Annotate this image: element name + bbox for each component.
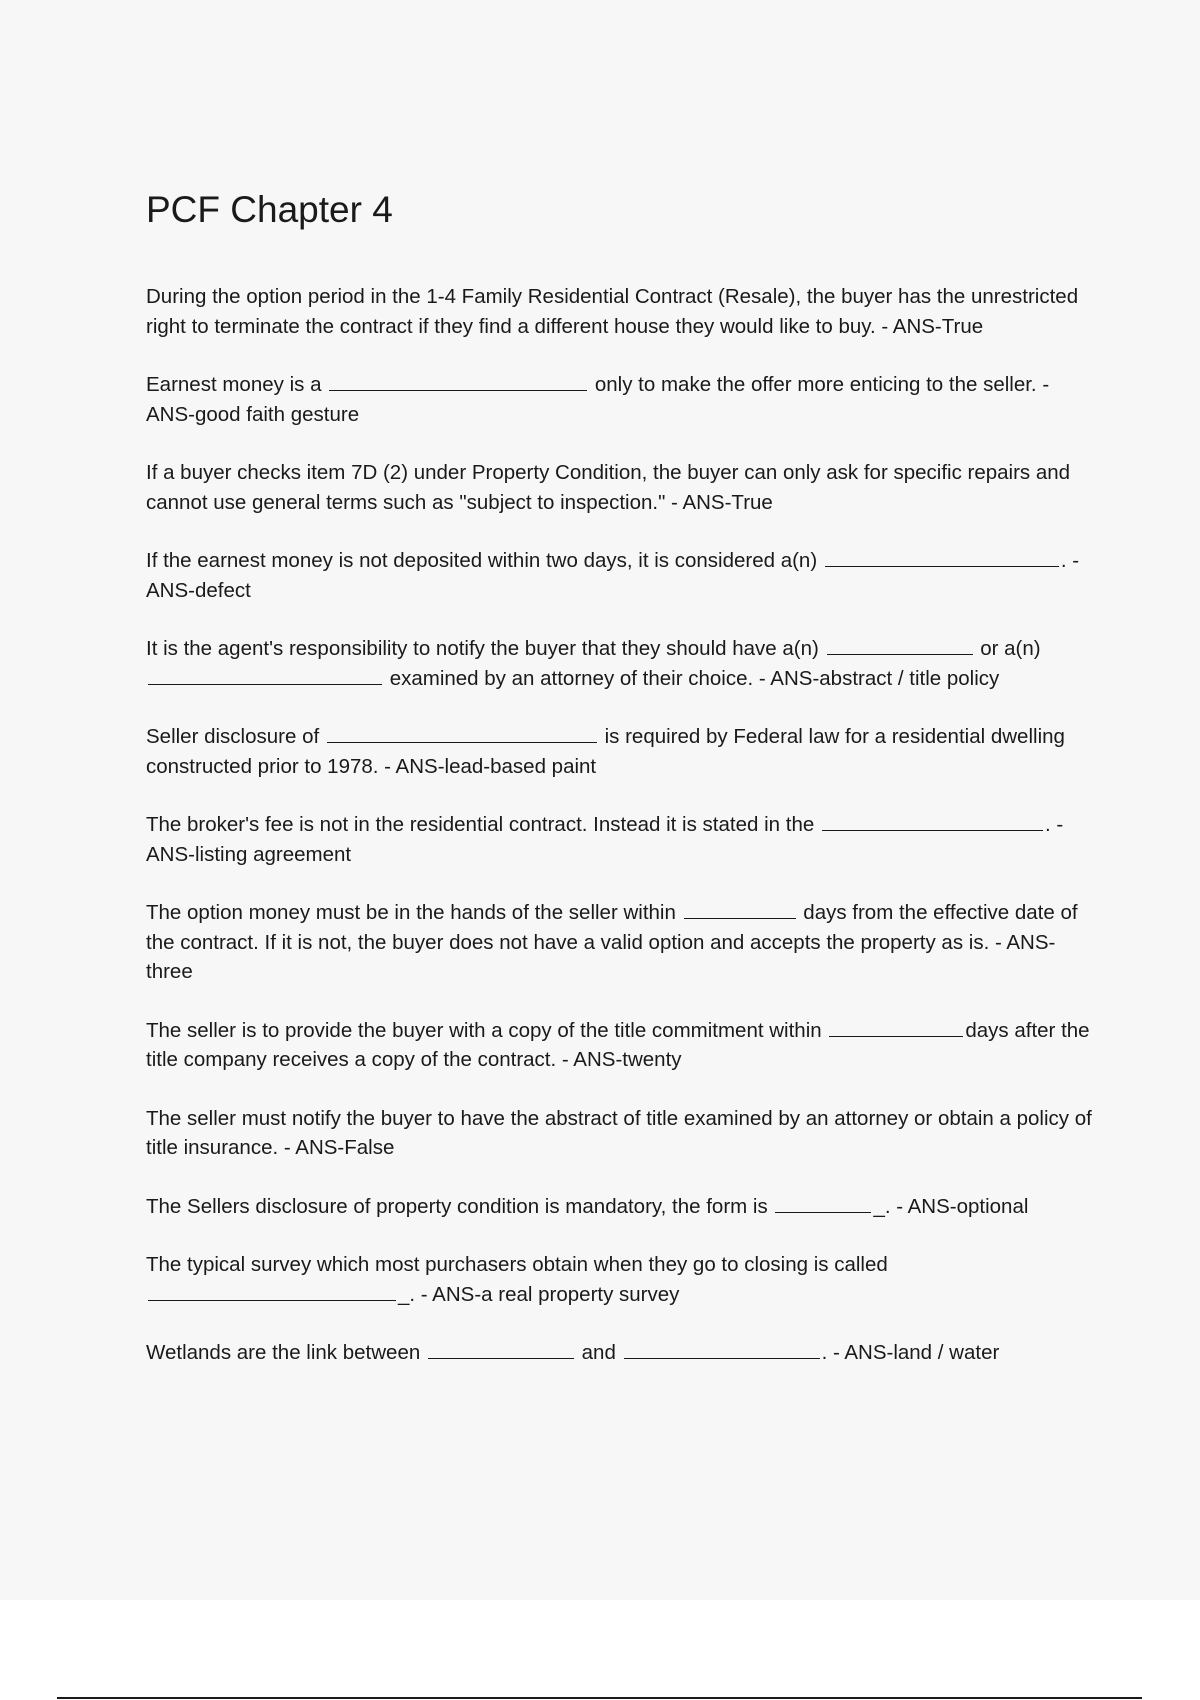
document-content bbox=[146, 186, 1096, 1397]
question-text: If a buyer checks item 7D (2) under Property Condition, the buyer can only ask for specific repairs and cannot use general terms such as "subject to inspection." - ANS-True bbox=[146, 461, 1071, 514]
question-item bbox=[146, 898, 1096, 987]
page-title: PCF Chapter 4 bbox=[146, 189, 393, 230]
question-text: If the earnest money is not deposited within two days, it is considered a(n) bbox=[146, 549, 823, 572]
question-item bbox=[146, 1338, 1096, 1368]
question-text: examined by an attorney of their choice. - ANS-abstract / title policy bbox=[384, 666, 1000, 690]
question-item bbox=[146, 282, 1096, 341]
answer-blank bbox=[428, 1357, 574, 1359]
question-text: During the option period in the 1-4 Family Residential Contract (Resale), the buyer has the unrestricted right to terminate the contract if they find a different house they would like to buy. - ANS-True bbox=[146, 285, 1079, 338]
question-item bbox=[146, 810, 1096, 869]
question-text: or a(n) bbox=[974, 637, 1041, 660]
question-item bbox=[146, 546, 1096, 605]
answer-blank bbox=[684, 917, 796, 919]
question-text: only to make the offer more enticing to the seller. - ANS-good faith gesture bbox=[146, 373, 1050, 426]
answer-blank bbox=[822, 829, 1043, 831]
question-text: The typical survey which most purchasers obtain when they go to closing is called bbox=[146, 1253, 888, 1276]
answer-blank bbox=[148, 1299, 396, 1301]
question-text: The seller must notify the buyer to have the abstract of title examined by an attorney or obtain a policy of title insurance. - ANS-False bbox=[146, 1106, 1092, 1159]
question-item bbox=[146, 1104, 1096, 1163]
question-text: The broker's fee is not in the residential contract. Instead it is stated in the bbox=[146, 813, 820, 836]
question-item bbox=[146, 634, 1096, 693]
question-item bbox=[146, 370, 1096, 429]
question-item bbox=[146, 458, 1096, 517]
answer-blank bbox=[775, 1211, 871, 1213]
answer-blank bbox=[827, 653, 973, 655]
question-text: Wetlands are the link between bbox=[146, 1341, 426, 1364]
footer-divider bbox=[57, 1697, 1142, 1699]
question-text: and bbox=[575, 1341, 622, 1364]
question-text: The Sellers disclosure of property condition is mandatory, the form is bbox=[146, 1194, 774, 1218]
question-text: _. - ANS-a real property survey bbox=[398, 1282, 680, 1306]
question-item bbox=[146, 1250, 1096, 1309]
answer-blank bbox=[329, 389, 587, 391]
question-text: Seller disclosure of bbox=[146, 725, 325, 748]
question-text: The seller is to provide the buyer with a copy of the title commitment within bbox=[146, 1018, 828, 1042]
question-text: days from the effective date of the contract. If it is not, the buyer does not have a valid option and accepts the property as is. - ANS-three bbox=[146, 901, 1078, 983]
question-text: . - ANS-defect bbox=[146, 549, 1080, 602]
answer-blank bbox=[327, 741, 597, 743]
question-text: It is the agent's responsibility to notify the buyer that they should have a(n) bbox=[146, 637, 825, 660]
question-item bbox=[146, 722, 1096, 781]
question-item bbox=[146, 1016, 1096, 1075]
question-text: . - ANS-land / water bbox=[821, 1341, 1000, 1364]
answer-blank bbox=[825, 565, 1059, 567]
question-text: The option money must be in the hands of the seller within bbox=[146, 901, 682, 924]
question-text: _. - ANS-optional bbox=[873, 1194, 1029, 1218]
answer-blank bbox=[148, 683, 382, 685]
answer-blank bbox=[624, 1357, 820, 1359]
question-text: is required by Federal law for a residential dwelling constructed prior to 1978. - ANS-lead-based paint bbox=[146, 725, 1065, 778]
question-text: . - ANS-listing agreement bbox=[146, 813, 1064, 866]
question-item bbox=[146, 1192, 1096, 1222]
question-text: Earnest money is a bbox=[146, 373, 328, 396]
answer-blank bbox=[829, 1035, 963, 1037]
question-text: days after the title company receives a copy of the contract. - ANS-twenty bbox=[146, 1018, 1090, 1071]
